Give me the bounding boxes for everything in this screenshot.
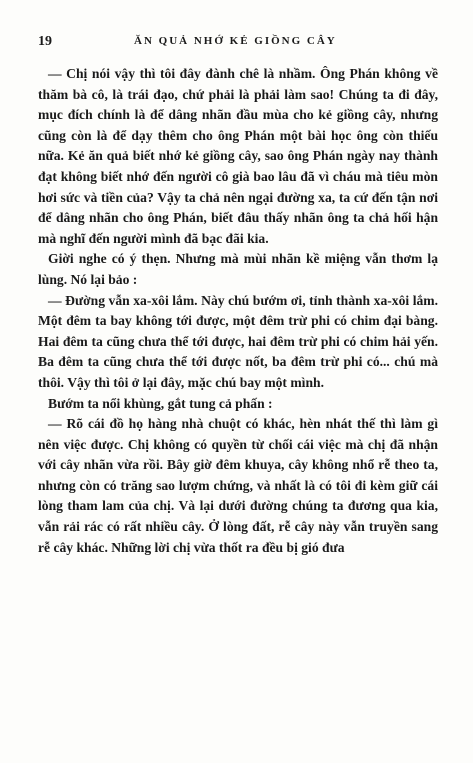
body-text	[38, 64, 438, 558]
paragraph: Giời nghe có ý thẹn. Nhưng mà mùi nhãn kề miệng vẫn thơm lạ lùng. Nó lại bảo :	[38, 251, 438, 287]
paragraph: — Chị nói vậy thì tôi đây đành chê là nhầm. Ông Phán không về thăm bà cô, là trái đạo, chứ phải là phải làm sao! Chúng ta đi đây, mục đích chính là để dâng nhãn đầu mùa cho kẻ giồng cây, nhưng cũng còn là để dạy thêm cho ông Phán một bài học ông còn thiếu nữa. Kẻ ăn quả biết nhớ kẻ giồng cây, sao ông Phán ngày nay thành đạt không biết nhớ đến người cô già bao lâu đã vì cháu mà tiêu mòn hơi sức và tiền của? Vậy ta chả nên ngại đường xa, ta cứ đến tận nơi để dâng nhãn cho ông Phán, biết đâu thấy nhãn ông ta chả hối hận mà nghĩ đến người mình đã bạc đãi kia.	[38, 66, 438, 246]
page-header	[38, 34, 435, 54]
paragraph: — Rõ cái đồ họ hàng nhà chuột có khác, hèn nhát thế thì làm gì nên việc được. Chị không có quyền từ chối cái việc mà chị đã nhận với cây nhãn vừa rồi. Bây giờ đêm khuya, cây không nhổ rễ theo ta, nhưng còn có trăng sao lượm chứng, và nhất là có tôi đi kèm giữ cái lòng tham lam của chị. Và lại dưới đường chúng ta đương qua kia, vẫn rải rác có rất nhiều cây. Ở lòng đất, rễ cây này vẫn truyền sang rễ cây khác. Những lời chị vừa thốt ra đều bị gió đưa	[38, 416, 438, 555]
page-number: 19	[38, 34, 52, 49]
paragraph: Bướm ta nổi khùng, gắt tung cả phấn :	[48, 395, 273, 411]
paragraph: — Đường vẫn xa-xôi lắm. Này chú bướm ơi, tỉnh thành xa-xôi lắm. Một đêm ta bay không tới được, một đêm trừ phi có chim đại bàng. Hai đêm ta cũng chưa thể tới được, hai đêm trừ phi có chim hải yến. Ba đêm ta cũng chưa thể tới được nốt, ba đêm trừ phi có... chú mà thôi. Vậy thì tôi ở lại đây, mặc chú bay một mình.	[38, 292, 438, 390]
running-title: ĂN QUẢ NHỚ KẺ GIỒNG CÂY	[134, 35, 337, 47]
